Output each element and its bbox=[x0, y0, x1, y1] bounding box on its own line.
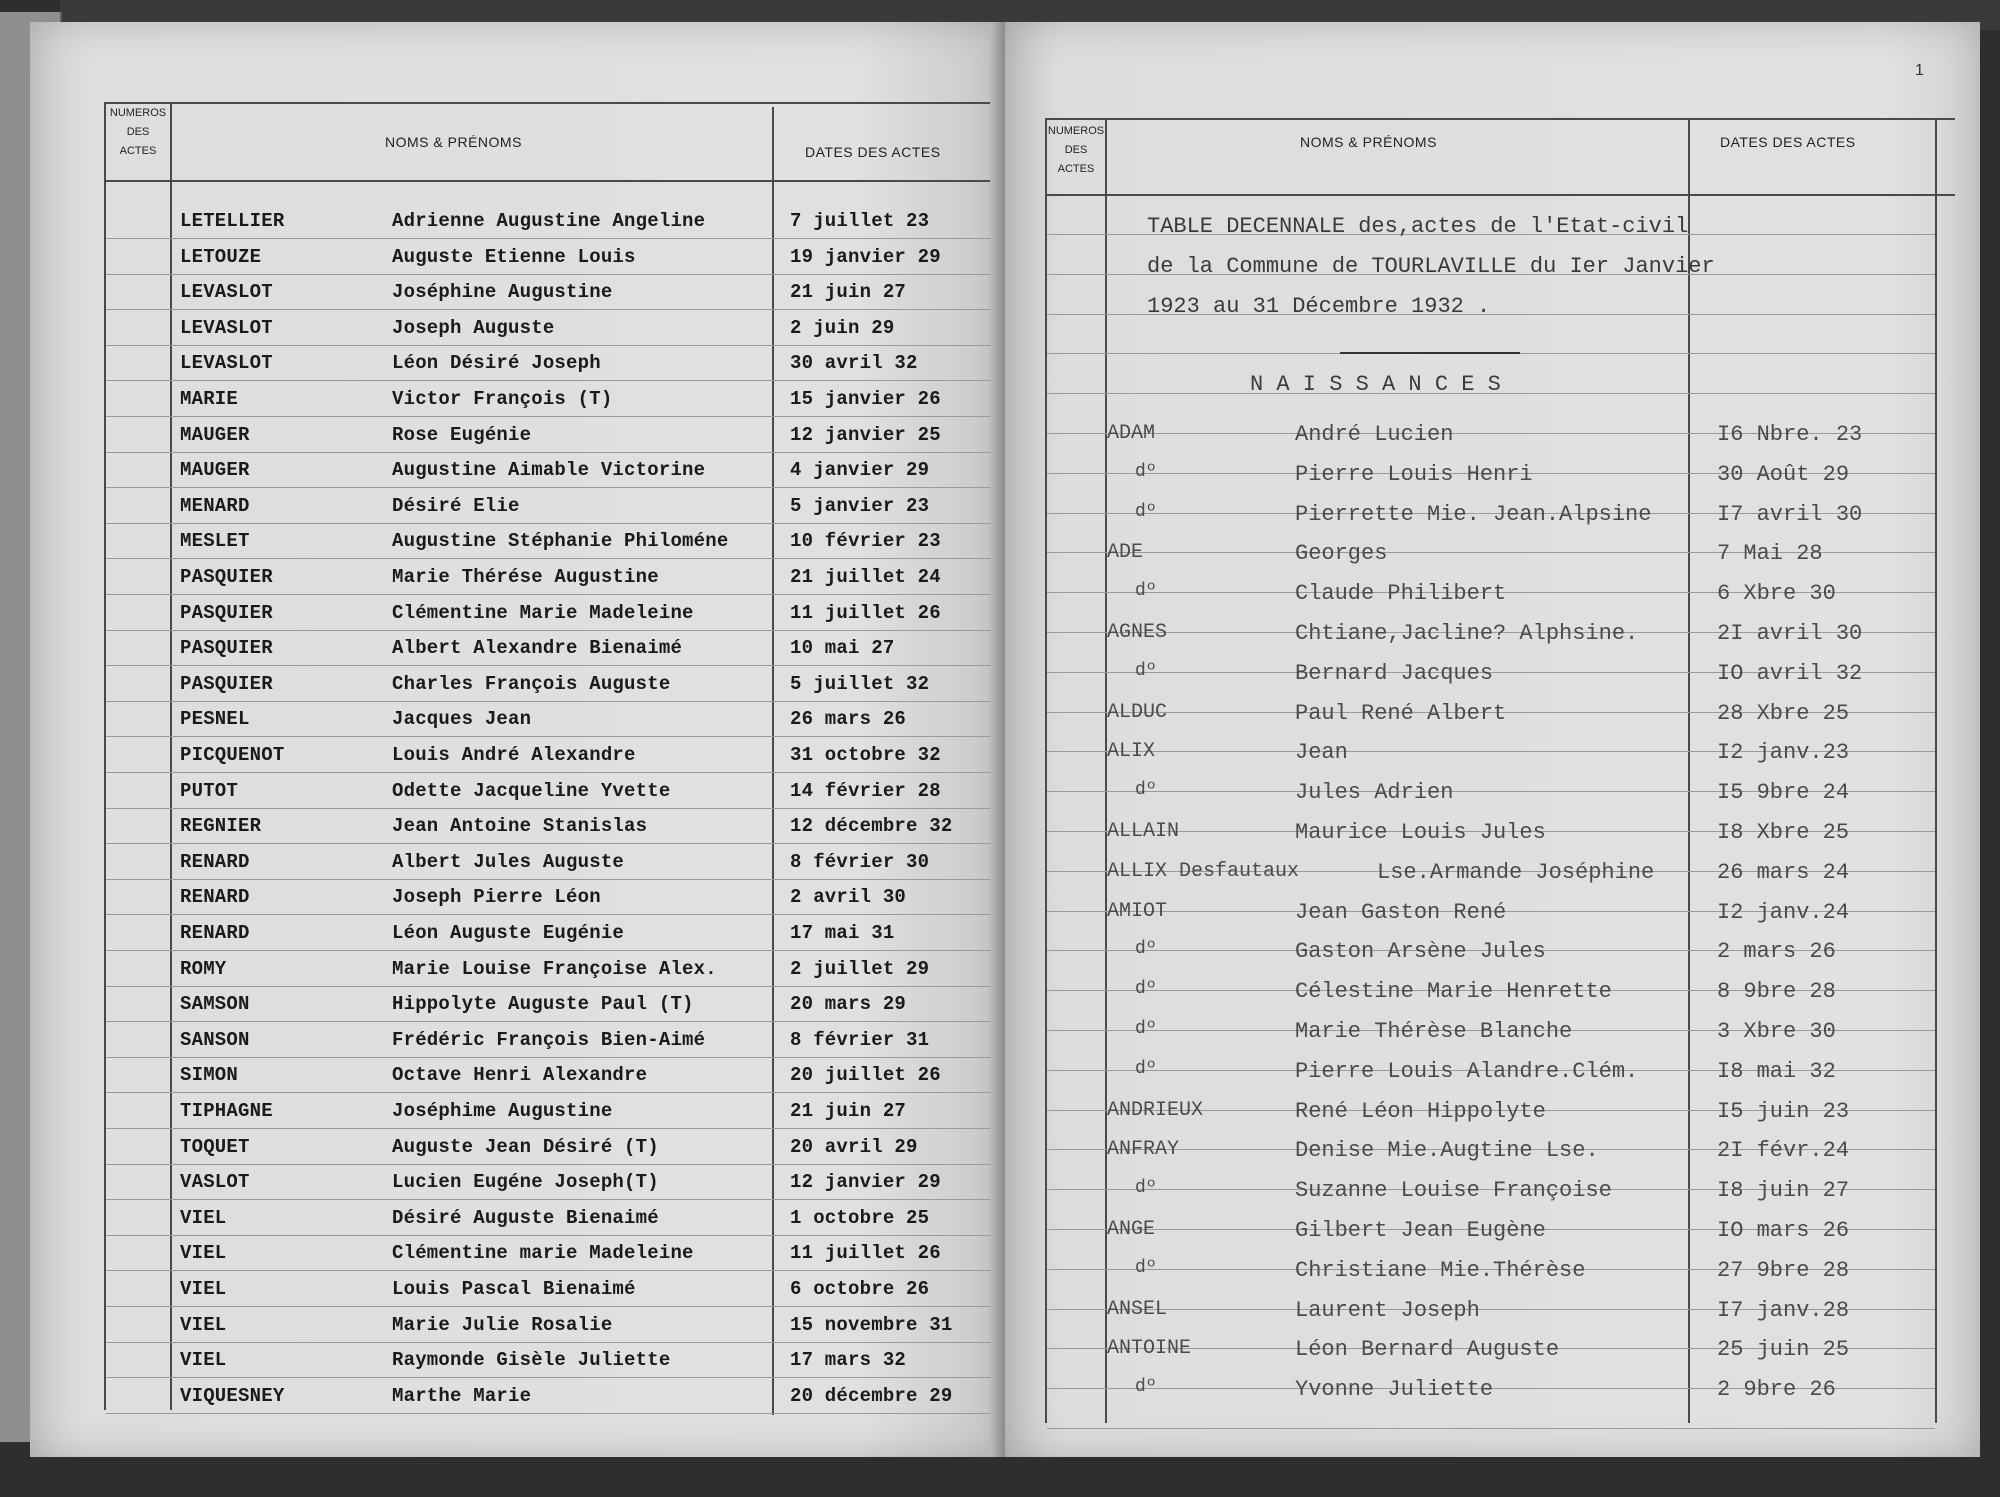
surname: ALDUC bbox=[1107, 700, 1168, 724]
ruled-line bbox=[106, 1164, 990, 1165]
given-names: Marie Louise Françoise Alex. bbox=[392, 957, 717, 980]
given-names: Joseph Pierre Léon bbox=[392, 886, 601, 909]
ruled-line bbox=[106, 1128, 990, 1129]
page-number: 1 bbox=[1915, 62, 1924, 79]
surname: RENARD bbox=[180, 922, 250, 944]
act-date: 30 Août 29 bbox=[1717, 461, 1850, 487]
ruled-line bbox=[106, 238, 990, 239]
ruled-line bbox=[106, 487, 990, 488]
given-names: Christiane Mie.Thérèse bbox=[1295, 1257, 1586, 1283]
act-date: 2I avril 30 bbox=[1717, 621, 1863, 646]
given-names: Désiré Elie bbox=[392, 494, 520, 517]
surname: dº bbox=[1135, 1178, 1157, 1199]
given-names: Pierre Louis Henri bbox=[1295, 461, 1533, 487]
surname: PASQUIER bbox=[180, 637, 273, 660]
surname: LETELLIER bbox=[180, 210, 285, 232]
surname: dº bbox=[1135, 1377, 1157, 1398]
act-date: 17 mai 31 bbox=[790, 922, 895, 944]
ruled-line bbox=[106, 1235, 990, 1236]
given-names: Louis André Alexandre bbox=[392, 744, 636, 766]
ruled-line bbox=[106, 630, 990, 631]
act-date: 8 9bre 28 bbox=[1717, 979, 1836, 1005]
surname: TIPHAGNE bbox=[180, 1100, 273, 1122]
act-date: 20 décembre 29 bbox=[790, 1384, 953, 1407]
given-names: Désiré Auguste Bienaimé bbox=[392, 1206, 659, 1229]
given-names: Joséphime Augustine bbox=[392, 1100, 613, 1122]
surname: MARIE bbox=[180, 388, 239, 410]
given-names: Lucien Eugéne Joseph(T) bbox=[392, 1171, 659, 1194]
act-date: 26 mars 24 bbox=[1717, 859, 1850, 885]
given-names: Auguste Jean Désiré (T) bbox=[392, 1135, 659, 1158]
ruled-line bbox=[106, 986, 990, 987]
ruled-line bbox=[106, 879, 990, 880]
act-date: 7 juillet 23 bbox=[790, 210, 930, 232]
act-date: 12 janvier 25 bbox=[790, 423, 941, 446]
surname: MENARD bbox=[180, 494, 250, 517]
act-date: 6 Xbre 30 bbox=[1717, 581, 1836, 607]
surname: MAUGER bbox=[180, 459, 250, 482]
ruled-line bbox=[106, 1270, 990, 1271]
act-date: 15 janvier 26 bbox=[790, 388, 941, 410]
given-names: Gilbert Jean Eugène bbox=[1295, 1218, 1546, 1243]
ruled-line bbox=[106, 950, 990, 951]
given-names: Denise Mie.Augtine Lse. bbox=[1295, 1138, 1599, 1164]
ruled-line bbox=[106, 772, 990, 773]
right-page bbox=[1005, 22, 1980, 1457]
surname: SAMSON bbox=[180, 993, 250, 1016]
register-title-line-3: 1923 au 31 Décembre 1932 . bbox=[1147, 294, 1491, 319]
act-date: I2 janv.23 bbox=[1717, 740, 1850, 766]
given-names: Jules Adrien bbox=[1295, 780, 1454, 806]
surname: PASQUIER bbox=[180, 672, 273, 695]
surname: VIEL bbox=[180, 1206, 227, 1229]
ruled-line bbox=[106, 1306, 990, 1307]
given-names: Clémentine marie Madeleine bbox=[392, 1242, 694, 1265]
left-page bbox=[30, 22, 1005, 1457]
surname: ANDRIEUX bbox=[1107, 1098, 1204, 1122]
surname: ANFRAY bbox=[1107, 1138, 1180, 1162]
col-divider-2 bbox=[772, 107, 774, 1415]
surname: MAUGER bbox=[180, 423, 250, 446]
header-bottom-rule bbox=[1045, 194, 1955, 196]
given-names: Joseph Auguste bbox=[392, 316, 555, 339]
surname: ROMY bbox=[180, 957, 227, 980]
act-date: I7 avril 30 bbox=[1717, 501, 1863, 527]
act-date: 30 avril 32 bbox=[790, 352, 918, 375]
given-names: Pierre Louis Alandre.Clém. bbox=[1295, 1058, 1639, 1084]
given-names: Charles François Auguste bbox=[392, 672, 671, 695]
section-heading: N A I S S A N C E S bbox=[1250, 372, 1501, 397]
surname: ADAM bbox=[1107, 422, 1156, 445]
surname: dº bbox=[1135, 939, 1157, 960]
given-names: Marie Thérèse Blanche bbox=[1295, 1019, 1573, 1044]
given-names: René Léon Hippolyte bbox=[1295, 1098, 1546, 1124]
header-col-num: NUMEROS DES ACTES bbox=[109, 107, 167, 157]
act-date: I2 janv.24 bbox=[1717, 899, 1850, 925]
act-date: I8 Xbre 25 bbox=[1717, 820, 1850, 845]
given-names: Chtiane,Jacline? Alphsine. bbox=[1295, 621, 1639, 646]
surname: dº bbox=[1135, 660, 1157, 681]
act-date: I7 janv.28 bbox=[1717, 1297, 1850, 1323]
ruled-line bbox=[106, 452, 990, 453]
given-names: Albert Jules Auguste bbox=[392, 850, 625, 873]
act-date: 28 Xbre 25 bbox=[1717, 700, 1850, 726]
act-date: I8 juin 27 bbox=[1717, 1178, 1850, 1204]
given-names: Jean Gaston René bbox=[1295, 899, 1507, 925]
given-names: Suzanne Louise Françoise bbox=[1295, 1178, 1612, 1204]
given-names: Laurent Joseph bbox=[1295, 1297, 1480, 1323]
act-date: 2I févr.24 bbox=[1717, 1138, 1850, 1164]
col-divider-1 bbox=[170, 102, 172, 1410]
given-names: Célestine Marie Henrette bbox=[1295, 979, 1612, 1005]
surname: VASLOT bbox=[180, 1171, 250, 1194]
ruled-line bbox=[106, 558, 990, 559]
surname: LEVASLOT bbox=[180, 316, 273, 339]
surname: AGNES bbox=[1107, 621, 1168, 644]
act-date: 2 juin 29 bbox=[790, 316, 895, 339]
ruled-line bbox=[106, 345, 990, 346]
ruled-line bbox=[106, 1377, 990, 1378]
given-names: Hippolyte Auguste Paul (T) bbox=[392, 993, 694, 1016]
act-date: I5 juin 23 bbox=[1717, 1098, 1850, 1124]
ruled-line bbox=[106, 1413, 990, 1414]
surname: PASQUIER bbox=[180, 601, 273, 624]
surname: ALLIX Desfautaux bbox=[1107, 859, 1300, 883]
register-title-line-2: de la Commune de TOURLAVILLE du Ier Janvier bbox=[1147, 254, 1715, 279]
act-date: 1 octobre 25 bbox=[790, 1206, 930, 1229]
given-names: Adrienne Augustine Angeline bbox=[392, 210, 706, 232]
surname: VIEL bbox=[180, 1242, 227, 1265]
given-names: Pierrette Mie. Jean.Alpsine bbox=[1295, 501, 1652, 527]
act-date: 12 janvier 29 bbox=[790, 1171, 941, 1194]
ruled-line bbox=[106, 416, 990, 417]
ruled-line bbox=[106, 701, 990, 702]
surname: dº bbox=[1135, 1058, 1157, 1079]
surname: ALLAIN bbox=[1107, 820, 1180, 843]
header-bottom-rule bbox=[105, 180, 1020, 182]
given-names: Victor François (T) bbox=[392, 388, 613, 410]
surname: dº bbox=[1135, 501, 1157, 522]
ruled-line bbox=[106, 523, 990, 524]
act-date: I6 Nbre. 23 bbox=[1717, 422, 1863, 447]
surname: ANTOINE bbox=[1107, 1337, 1192, 1361]
left-border bbox=[104, 102, 106, 1410]
header-col-names: NOMS & PRÉNOMS bbox=[1300, 134, 1437, 150]
act-date: 10 février 23 bbox=[790, 530, 941, 553]
surname: SIMON bbox=[180, 1064, 239, 1087]
given-names: Octave Henri Alexandre bbox=[392, 1064, 648, 1087]
act-date: 10 mai 27 bbox=[790, 637, 895, 660]
act-date: 7 Mai 28 bbox=[1717, 541, 1823, 567]
act-date: I8 mai 32 bbox=[1717, 1058, 1836, 1084]
act-date: 19 janvier 29 bbox=[790, 245, 941, 268]
act-date: 26 mars 26 bbox=[790, 708, 907, 731]
surname: dº bbox=[1135, 1257, 1157, 1278]
surname: dº bbox=[1135, 581, 1157, 602]
surname: PASQUIER bbox=[180, 566, 273, 588]
given-names: Yvonne Juliette bbox=[1295, 1377, 1494, 1403]
given-names: Augustine Aimable Victorine bbox=[392, 459, 706, 482]
surname: VIEL bbox=[180, 1349, 227, 1372]
given-names: Frédéric François Bien-Aimé bbox=[392, 1028, 706, 1051]
given-names: Raymonde Gisèle Juliette bbox=[392, 1349, 671, 1372]
act-date: 5 janvier 23 bbox=[790, 494, 930, 517]
surname: LETOUZE bbox=[180, 245, 262, 268]
act-date: 2 mars 26 bbox=[1717, 939, 1836, 965]
given-names: Claude Philibert bbox=[1295, 581, 1507, 607]
ruled-line bbox=[106, 914, 990, 915]
given-names: André Lucien bbox=[1295, 422, 1454, 447]
header-col-dates: DATES DES ACTES bbox=[1720, 134, 1856, 150]
surname: ADE bbox=[1107, 541, 1144, 565]
act-date: 3 Xbre 30 bbox=[1717, 1019, 1836, 1044]
surname: LEVASLOT bbox=[180, 352, 273, 375]
act-date: I5 9bre 24 bbox=[1717, 780, 1850, 806]
surname: TOQUET bbox=[180, 1135, 250, 1158]
surname: ANGE bbox=[1107, 1218, 1156, 1241]
register-title-line-1: TABLE DECENNALE des,actes de l'Etat-civil bbox=[1147, 214, 1689, 239]
act-date: 11 juillet 26 bbox=[790, 1242, 941, 1265]
surname: VIQUESNEY bbox=[180, 1384, 285, 1407]
given-names: Léon Désiré Joseph bbox=[392, 352, 601, 375]
act-date: 15 novembre 31 bbox=[790, 1313, 953, 1336]
surname: VIEL bbox=[180, 1278, 227, 1300]
act-date: 31 octobre 32 bbox=[790, 744, 941, 766]
given-names: Marthe Marie bbox=[392, 1384, 532, 1407]
given-names: Clémentine Marie Madeleine bbox=[392, 601, 694, 624]
surname: dº bbox=[1135, 1019, 1157, 1039]
surname: REGNIER bbox=[180, 815, 262, 838]
act-date: 20 mars 29 bbox=[790, 993, 907, 1016]
ruled-line bbox=[1047, 1428, 1935, 1429]
surname: VIEL bbox=[180, 1313, 227, 1336]
given-names: Bernard Jacques bbox=[1295, 660, 1494, 686]
surname: dº bbox=[1135, 461, 1157, 482]
surname: SANSON bbox=[180, 1028, 250, 1051]
act-date: 12 décembre 32 bbox=[790, 815, 953, 838]
surname: PUTOT bbox=[180, 779, 239, 802]
given-names: Augustine Stéphanie Philoméne bbox=[392, 530, 729, 553]
ruled-line bbox=[106, 1092, 990, 1093]
act-date: 21 juin 27 bbox=[790, 1100, 907, 1122]
right-border bbox=[1935, 118, 1937, 1423]
act-date: 20 juillet 26 bbox=[790, 1064, 941, 1087]
given-names: Léon Auguste Eugénie bbox=[392, 922, 625, 944]
header-top-rule bbox=[105, 102, 1020, 104]
given-names: Maurice Louis Jules bbox=[1295, 820, 1546, 845]
surname: PICQUENOT bbox=[180, 744, 285, 766]
header-col-num: NUMEROS DES ACTES bbox=[1047, 125, 1105, 175]
act-date: 11 juillet 26 bbox=[790, 601, 941, 624]
given-names: Léon Bernard Auguste bbox=[1295, 1337, 1560, 1363]
given-names: Joséphine Augustine bbox=[392, 281, 613, 304]
title-underline bbox=[1340, 352, 1520, 354]
given-names: Paul René Albert bbox=[1295, 700, 1507, 726]
ruled-line bbox=[106, 843, 990, 844]
header-col-dates: DATES DES ACTES bbox=[805, 144, 941, 160]
given-names: Jean Antoine Stanislas bbox=[392, 815, 648, 838]
act-date: IO mars 26 bbox=[1717, 1218, 1850, 1243]
ruled-line bbox=[106, 594, 990, 595]
given-names: Jean bbox=[1295, 740, 1348, 766]
given-names: Marie Thérése Augustine bbox=[392, 566, 659, 588]
act-date: 8 février 30 bbox=[790, 850, 930, 873]
given-names: Marie Julie Rosalie bbox=[392, 1313, 613, 1336]
act-date: IO avril 32 bbox=[1717, 660, 1863, 686]
act-date: 2 9bre 26 bbox=[1717, 1377, 1836, 1403]
act-date: 2 avril 30 bbox=[790, 886, 907, 909]
surname: RENARD bbox=[180, 886, 250, 909]
ruled-line bbox=[106, 309, 990, 310]
given-names: Albert Alexandre Bienaimé bbox=[392, 637, 683, 660]
act-date: 6 octobre 26 bbox=[790, 1278, 930, 1300]
act-date: 14 février 28 bbox=[790, 779, 941, 802]
given-names: Gaston Arsène Jules bbox=[1295, 939, 1546, 965]
given-names: Auguste Etienne Louis bbox=[392, 245, 636, 268]
given-names: Jacques Jean bbox=[392, 708, 532, 731]
ruled-line bbox=[106, 1342, 990, 1343]
given-names: Georges bbox=[1295, 541, 1388, 567]
surname: LEVASLOT bbox=[180, 281, 273, 304]
header-top-rule bbox=[1045, 118, 1955, 120]
surname: ANSEL bbox=[1107, 1297, 1168, 1321]
act-date: 27 9bre 28 bbox=[1717, 1257, 1850, 1283]
ruled-line bbox=[106, 736, 990, 737]
surname: PESNEL bbox=[180, 708, 250, 731]
act-date: 2 juillet 29 bbox=[790, 957, 930, 980]
ruled-line bbox=[106, 380, 990, 381]
surname: AMIOT bbox=[1107, 899, 1168, 923]
act-date: 21 juillet 24 bbox=[790, 566, 941, 588]
act-date: 20 avril 29 bbox=[790, 1135, 918, 1158]
header-col-names: NOMS & PRÉNOMS bbox=[385, 134, 522, 150]
act-date: 17 mars 32 bbox=[790, 1349, 907, 1372]
surname: MESLET bbox=[180, 530, 250, 553]
ruled-line bbox=[106, 1021, 990, 1022]
given-names: Odette Jacqueline Yvette bbox=[392, 779, 671, 802]
surname: ALIX bbox=[1107, 740, 1156, 764]
ruled-line bbox=[106, 1199, 990, 1200]
act-date: 4 janvier 29 bbox=[790, 459, 930, 482]
act-date: 8 février 31 bbox=[790, 1028, 930, 1051]
act-date: 25 juin 25 bbox=[1717, 1337, 1850, 1363]
ruled-line bbox=[106, 274, 990, 275]
given-names: Lse.Armande Joséphine bbox=[1377, 859, 1655, 885]
ruled-line bbox=[106, 808, 990, 809]
given-names: Rose Eugénie bbox=[392, 423, 532, 446]
given-names: Louis Pascal Bienaimé bbox=[392, 1278, 636, 1300]
surname: RENARD bbox=[180, 850, 250, 873]
surname: dº bbox=[1135, 979, 1157, 1000]
ruled-line bbox=[106, 1057, 990, 1058]
act-date: 21 juin 27 bbox=[790, 281, 907, 304]
ruled-line bbox=[106, 665, 990, 666]
surname: dº bbox=[1135, 780, 1157, 801]
act-date: 5 juillet 32 bbox=[790, 672, 930, 695]
